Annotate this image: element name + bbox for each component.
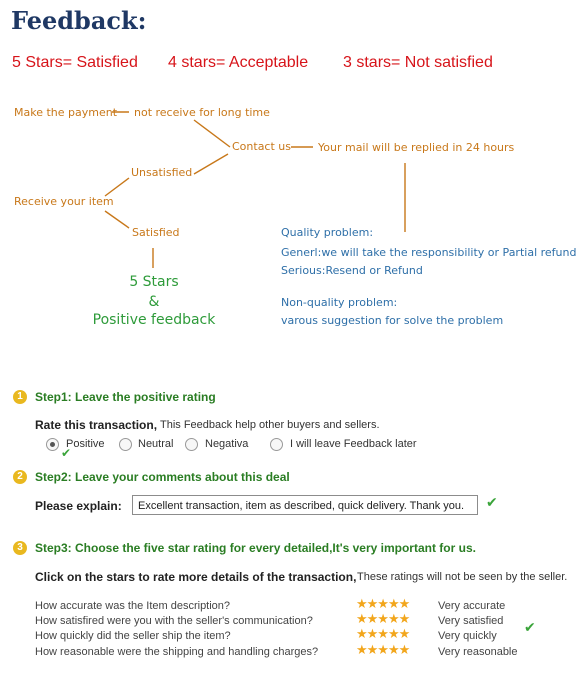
step2-number-badge: 2 — [13, 470, 27, 484]
stars-instruction: Click on the stars to rate more details of the transaction, — [35, 570, 357, 584]
stars-instruction-note: These ratings will not be seen by the seller. — [357, 571, 568, 583]
flow-general: Generl:we will take the responsibility or Partial refund — [281, 246, 576, 259]
flow-serious: Serious:Resend or Refund — [281, 264, 423, 277]
flow-mail-reply: Your mail will be replied in 24 hours — [318, 141, 515, 154]
rating-label: Very satisfied — [438, 615, 504, 627]
legend-five-stars: 5 Stars= Satisfied — [12, 54, 138, 71]
radio-negative[interactable] — [185, 438, 198, 451]
rating-stars[interactable]: ★★★★★ — [356, 643, 410, 658]
step1-title: Step1: Leave the positive rating — [35, 390, 216, 404]
connector-notreceive-contact — [194, 120, 230, 147]
connector-receive-satisfied — [105, 211, 129, 228]
rate-transaction-label: Rate this transaction, — [35, 418, 158, 432]
flow-not-receive: not receive for long time — [134, 106, 270, 119]
radio-leave-later[interactable] — [270, 438, 283, 451]
flow-five-stars: 5 Stars — [129, 274, 179, 290]
rating-question: How reasonable were the shipping and handling charges? — [35, 646, 319, 658]
rating-stars[interactable]: ★★★★★ — [356, 627, 410, 642]
radio-positive-label: Positive — [66, 438, 105, 450]
flow-receive-item: Receive your item — [14, 195, 114, 208]
radio-leave-later-label: I will leave Feedback later — [290, 438, 417, 450]
rating-question: How quickly did the seller ship the item? — [35, 630, 231, 642]
explain-label: Please explain: — [35, 499, 122, 513]
check-icon: ✔ — [486, 495, 498, 511]
step2-title: Step2: Leave your comments about this deal — [35, 470, 290, 484]
rating-label: Very reasonable — [438, 646, 518, 658]
rating-label: Very accurate — [438, 600, 506, 612]
legend-three-stars: 3 stars= Not satisfied — [343, 54, 493, 71]
page-title: Feedback: — [11, 6, 147, 35]
rating-question: How satisfired were you with the seller's communication? — [35, 615, 313, 627]
radio-positive[interactable] — [46, 438, 59, 451]
flow-suggestion: varous suggestion for solve the problem — [281, 314, 504, 327]
legend-four-stars: 4 stars= Acceptable — [168, 54, 309, 71]
flow-non-quality: Non-quality problem: — [281, 296, 398, 309]
rating-stars[interactable]: ★★★★★ — [356, 597, 410, 612]
step3-number-badge: 3 — [13, 541, 27, 555]
rating-stars[interactable]: ★★★★★ — [356, 612, 410, 627]
rate-transaction-help: This Feedback help other buyers and sellers. — [160, 419, 380, 431]
flow-unsatisfied: Unsatisfied — [131, 166, 193, 179]
rating-label: Very quickly — [438, 630, 497, 642]
flow-ampersand: & — [148, 294, 160, 310]
flow-satisfied: Satisfied — [132, 226, 180, 239]
radio-negative-label: Negativa — [205, 438, 249, 450]
connector-unsatisfied-contact — [194, 154, 228, 174]
flow-make-payment: Make the payment — [14, 106, 118, 119]
comment-input[interactable]: Excellent transaction, item as described, quick delivery. Thank you. — [132, 495, 478, 515]
rating-question: How accurate was the Item description? — [35, 600, 231, 612]
check-icon: ✔ — [61, 446, 72, 460]
connector-receive-unsatisfied — [105, 178, 129, 196]
step3-title: Step3: Choose the five star rating for every detailed,It's very important for us. — [35, 541, 476, 555]
check-icon: ✔ — [524, 620, 536, 636]
radio-neutral[interactable] — [119, 438, 132, 451]
flow-quality-problem: Quality problem: — [281, 226, 374, 239]
flow-positive-feedback: Positive feedback — [92, 312, 216, 328]
flow-contact-us: Contact us — [232, 140, 291, 153]
radio-neutral-label: Neutral — [138, 438, 174, 450]
step1-number-badge: 1 — [13, 390, 27, 404]
